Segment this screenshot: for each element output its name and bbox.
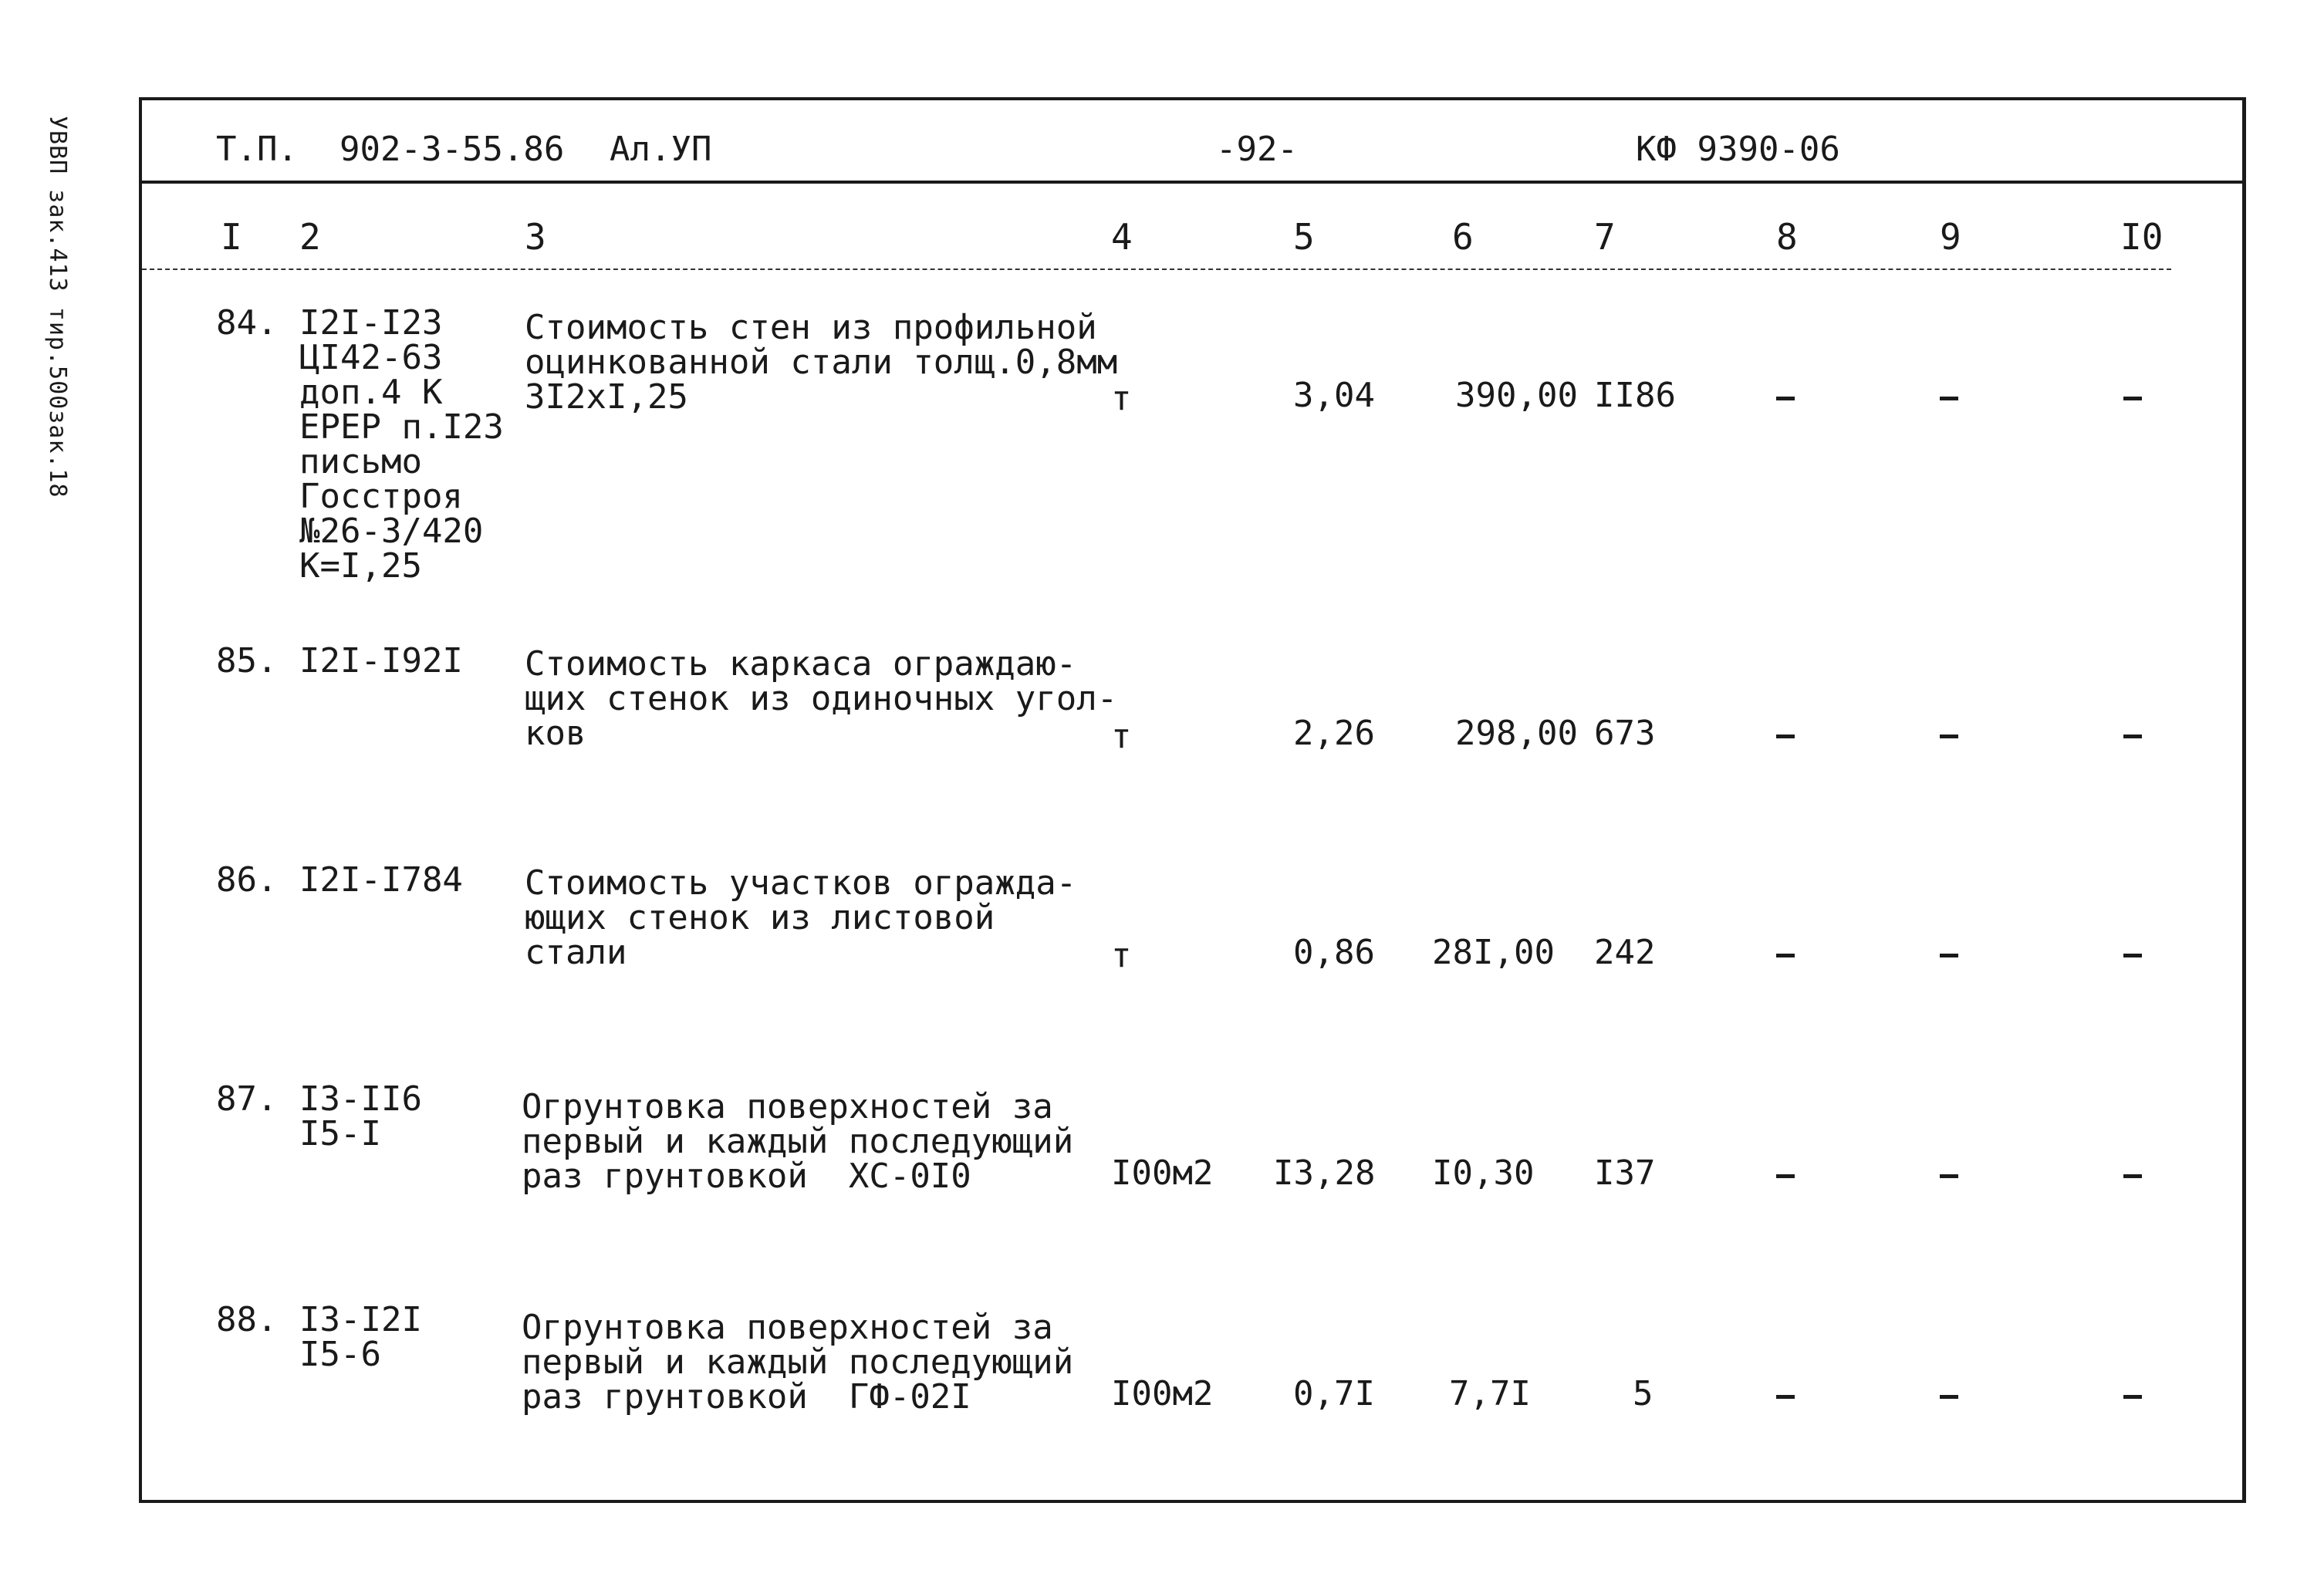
total-cost: 5	[1633, 1374, 1653, 1413]
page-number: -92-	[1216, 130, 1298, 169]
work-description: Стоимость участков огражда- ющих стенок из листовой стали	[525, 863, 1077, 972]
work-description: Стоимость стен из профильной оцинкованной стали толщ.0,8мм 3I2хI,25	[525, 308, 1118, 417]
unit: т	[1111, 936, 1132, 975]
unit: т	[1111, 717, 1132, 756]
row-number: 86.	[216, 860, 278, 900]
album-label: Ал.УП	[610, 130, 712, 169]
empty-dash	[2123, 1395, 2142, 1399]
total-cost: 673	[1594, 714, 1656, 753]
column-number: I0	[2120, 216, 2164, 258]
column-number: 5	[1293, 216, 1315, 258]
unit-price: I0,30	[1432, 1153, 1535, 1193]
empty-dash	[1940, 735, 1958, 738]
margin-stamp-note: УВВП зак.413 тир.500зак.18	[44, 116, 71, 498]
empty-dash	[1940, 1174, 1958, 1178]
unit-price: 7,7I	[1449, 1374, 1531, 1413]
empty-dash	[1940, 954, 1958, 957]
empty-dash	[1776, 954, 1795, 957]
document-code: КФ 9390-06	[1636, 130, 1840, 169]
rate-code: I2I-I23 ЦI42-63 доп.4 К ЕРЕР п.I23 письмо Госстроя №26-3/420 К=I,25	[299, 303, 504, 586]
work-description: Огрунтовка поверхностей за первый и каждый последующий раз грунтовкой ГФ-02I	[522, 1308, 1074, 1417]
quantity: I3,28	[1273, 1153, 1376, 1193]
unit: т	[1111, 379, 1132, 418]
empty-dash	[1776, 735, 1795, 738]
total-cost: II86	[1594, 376, 1676, 415]
column-number-divider	[142, 268, 2171, 270]
column-number: 4	[1111, 216, 1133, 258]
empty-dash	[1940, 1395, 1958, 1399]
rate-code: I2I-I784	[299, 860, 463, 900]
total-cost: I37	[1594, 1153, 1656, 1193]
unit-price: 28I,00	[1432, 933, 1555, 972]
unit-price: 390,00	[1455, 376, 1578, 415]
unit: I00м2	[1111, 1153, 1214, 1193]
total-cost: 242	[1594, 933, 1656, 972]
empty-dash	[2123, 397, 2142, 400]
empty-dash	[1776, 1174, 1795, 1178]
column-number: 3	[525, 216, 546, 258]
quantity: 2,26	[1293, 714, 1375, 753]
project-code: 902-3-55.86	[339, 130, 565, 169]
empty-dash	[2123, 1174, 2142, 1178]
quantity: 0,7I	[1293, 1374, 1375, 1413]
empty-dash	[1776, 1395, 1795, 1399]
empty-dash	[1776, 397, 1795, 400]
rate-code: I3-II6 I5-I	[299, 1079, 422, 1153]
quantity: 0,86	[1293, 933, 1375, 972]
row-number: 87.	[216, 1079, 278, 1119]
column-number: 9	[1940, 216, 1961, 258]
row-number: 84.	[216, 303, 278, 343]
series-label: Т.П.	[216, 130, 298, 169]
column-number: 6	[1452, 216, 1474, 258]
quantity: 3,04	[1293, 376, 1375, 415]
rate-code: I3-I2I I5-6	[299, 1300, 422, 1374]
column-number: I	[221, 216, 242, 258]
unit-price: 298,00	[1455, 714, 1578, 753]
work-description: Огрунтовка поверхностей за первый и каждый последующий раз грунтовкой ХС-0I0	[522, 1087, 1074, 1196]
work-description: Стоимость каркаса ограждаю- щих стенок из одиночных угол- ков	[525, 644, 1118, 753]
header-divider	[139, 181, 2242, 184]
row-number: 85.	[216, 641, 278, 680]
empty-dash	[2123, 954, 2142, 957]
column-number: 8	[1776, 216, 1798, 258]
unit: I00м2	[1111, 1374, 1214, 1413]
empty-dash	[1940, 397, 1958, 400]
empty-dash	[2123, 735, 2142, 738]
column-number: 7	[1594, 216, 1616, 258]
row-number: 88.	[216, 1300, 278, 1339]
rate-code: I2I-I92I	[299, 641, 463, 680]
column-number: 2	[299, 216, 321, 258]
